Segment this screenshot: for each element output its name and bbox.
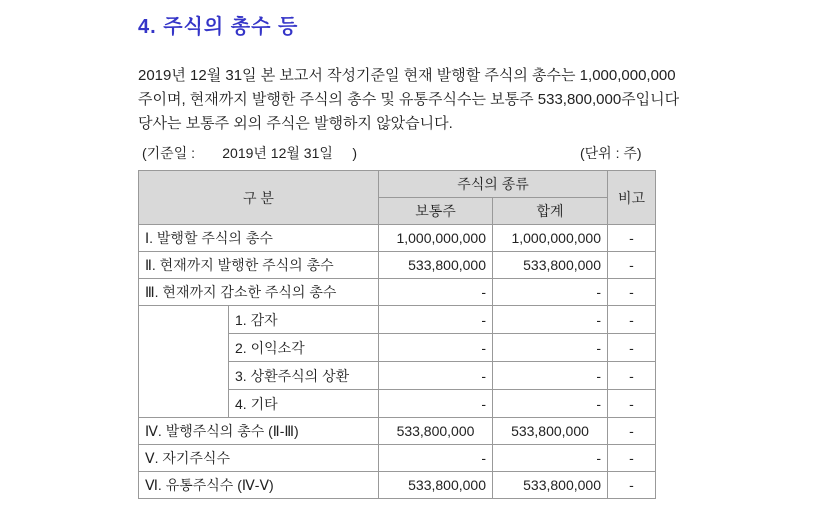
common-value: 533,800,000 (379, 418, 493, 445)
total-value: - (493, 334, 608, 362)
note-value: - (608, 445, 656, 472)
table-row (139, 472, 656, 499)
row-label: Ⅳ. 발행주식의 총수 (Ⅱ-Ⅲ) (139, 418, 379, 445)
total-value: - (493, 279, 608, 306)
table-row (139, 445, 656, 472)
row-label: Ⅲ. 현재까지 감소한 주식의 총수 (139, 279, 379, 306)
table-row (139, 279, 656, 306)
common-value: - (379, 279, 493, 306)
base-date: (기준일 : 2019년 12월 31일 ) (142, 145, 357, 161)
common-value: 533,800,000 (379, 472, 493, 499)
total-value: 533,800,000 (493, 252, 608, 279)
common-value: 1,000,000,000 (379, 225, 493, 252)
header-kind: 주식의 종류 (379, 171, 608, 198)
total-value: 533,800,000 (493, 472, 608, 499)
total-value: 533,800,000 (493, 418, 608, 445)
header-note: 비고 (608, 171, 656, 225)
total-value: 1,000,000,000 (493, 225, 608, 252)
section-title: 4. 주식의 총수 등 (138, 16, 299, 38)
common-value: - (379, 390, 493, 418)
common-value: - (379, 306, 493, 334)
row-label: Ⅰ. 발행할 주식의 총수 (139, 225, 379, 252)
note-value: - (608, 252, 656, 279)
header-total: 합계 (493, 198, 608, 225)
total-value: - (493, 445, 608, 472)
total-value: - (493, 306, 608, 334)
header-category: 구 분 (139, 171, 379, 225)
note-value: - (608, 306, 656, 334)
blank-cell (139, 306, 229, 418)
row-label: 2. 이익소각 (229, 334, 379, 362)
row-label: 1. 감자 (229, 306, 379, 334)
note-value: - (608, 362, 656, 390)
note-value: - (608, 418, 656, 445)
note-value: - (608, 472, 656, 499)
header-common: 보통주 (379, 198, 493, 225)
common-value: - (379, 445, 493, 472)
row-label: Ⅵ. 유통주식수 (Ⅳ-Ⅴ) (139, 472, 379, 499)
total-value: - (493, 390, 608, 418)
note-value: - (608, 225, 656, 252)
note-value: - (608, 279, 656, 306)
common-value: - (379, 362, 493, 390)
unit-label: (단위 : 주) (580, 145, 642, 161)
row-label: Ⅱ. 현재까지 발행한 주식의 총수 (139, 252, 379, 279)
row-label: 3. 상환주식의 상환 (229, 362, 379, 390)
table-row (139, 306, 656, 334)
note-value: - (608, 390, 656, 418)
note-value: - (608, 334, 656, 362)
total-value: - (493, 362, 608, 390)
row-label: 4. 기타 (229, 390, 379, 418)
shares-table (138, 170, 656, 499)
description-paragraph (138, 64, 758, 136)
table-row (139, 418, 656, 445)
table-row (139, 252, 656, 279)
row-label: Ⅴ. 자기주식수 (139, 445, 379, 472)
common-value: 533,800,000 (379, 252, 493, 279)
paragraph-line: 주이며, 현재까지 발행한 주식의 총수 및 유통주식수는 보통주 533,800,000주입니다 (138, 91, 680, 108)
paragraph-line: 당사는 보통주 외의 주식은 발행하지 않았습니다. (138, 115, 453, 132)
common-value: - (379, 334, 493, 362)
paragraph-line: 2019년 12월 31일 본 보고서 작성기준일 현재 발행할 주식의 총수는 1,000,000,000 (138, 67, 676, 84)
table-row (139, 225, 656, 252)
